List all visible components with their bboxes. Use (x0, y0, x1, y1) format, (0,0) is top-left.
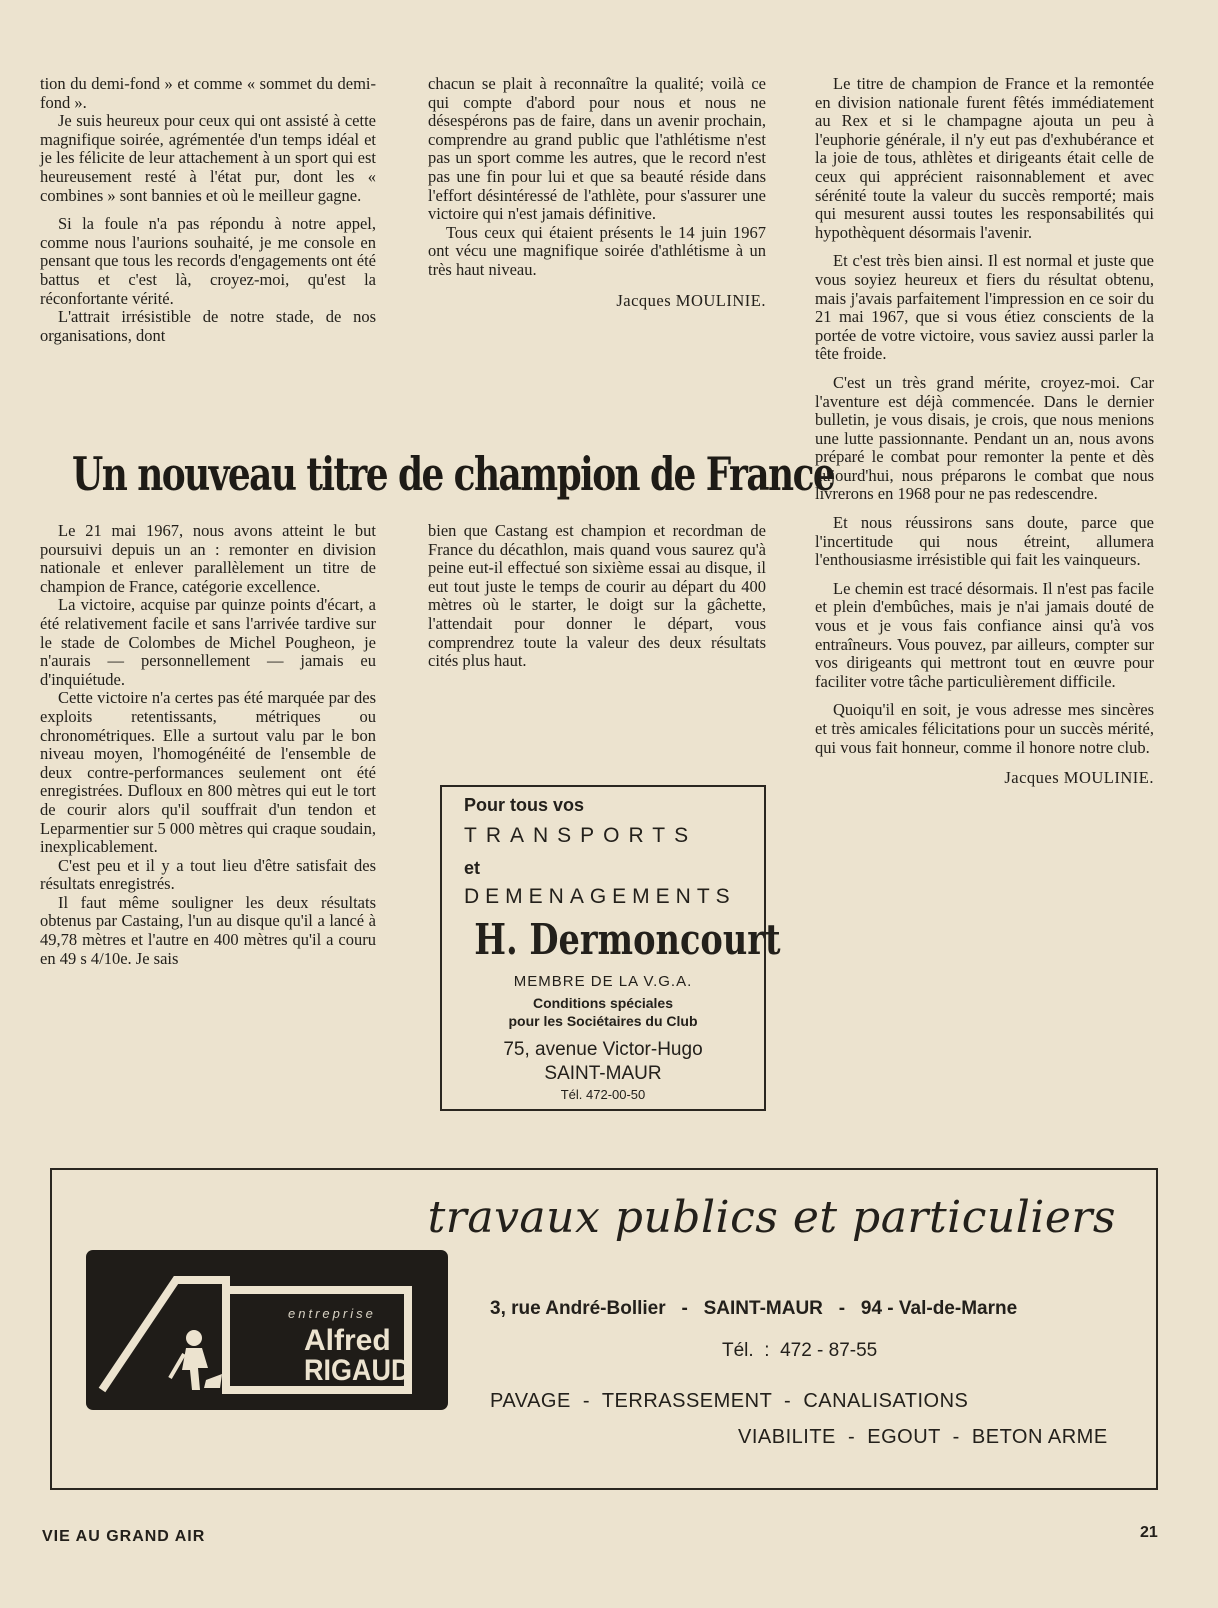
paragraph: Si la foule n'a pas répondu à notre appel, comme nous l'aurions souhaité, je me console en pensant que tous les records d'engagements ont été battus et c'est là, croyez-moi, qu'est la réconfortante vérité. (40, 214, 376, 308)
paragraph: chacun se plait à reconnaître la qualité; voilà ce qui compte d'abord pour nous et nous ne désespérons pas de faire, dans un avenir prochain, comprendre au grand public que l'athlétisme n'est pas un sport comme les autres, que le record n'est pas une fin pour lui et que sa beauté réside dans l'effort désintéressé de l'athlète, pour s'assurer une victoire qui n'est jamais définitive. (428, 74, 766, 224)
ad-city: SAINT-MAUR (544, 1063, 662, 1084)
paragraph: Le titre de champion de France et la remontée en division nationale furent fêtés immédiatement au Rex et si le champagne ajouta un peu à l'euphorie générale, il n'y eut pas d'exhubérance et la joie de tous, athlètes et dirigeants était celle de ceux qui apprécient raisonnablement et avec sérénité toute la valeur du succès remporté; mais qui mesurent aussi toutes les responsabilités qui hypothèquent désormais l'avenir. (815, 74, 1154, 242)
article2-column-1 (40, 522, 376, 968)
ad-conditions: Conditions spéciales (532, 995, 674, 1011)
paragraph: Le 21 mai 1967, nous avons atteint le but poursuivi depuis un an : remonter en division nationale et enlever parallèlement un titre de champion de France, catégorie excellence. (40, 521, 376, 596)
rigaud-logo (86, 1250, 448, 1410)
logo-first-name: Alfred (304, 1324, 391, 1357)
rigaud-advertisement (50, 1168, 1158, 1490)
ad-intro: Pour tous vos (464, 795, 585, 815)
paragraph: bien que Castang est champion et recordman de France du décathlon, mais quand vous saurez qu'à peine eut-il effectué son sixième essai au disque, il eut tout juste le temps de courir au départ du 400 mètres où le starter, le doigt sur la gâchette, l'attendait pour donner le départ, vous comprendrez toute la valeur des deux résultats cités plus haut. (428, 521, 766, 671)
ad-conditions-club: pour les Sociétaires du Club (508, 1013, 698, 1029)
article1-column-1 (40, 75, 376, 345)
article2-column-3 (815, 75, 1154, 788)
ad-company-name: H. Dermoncourt (474, 915, 781, 964)
article2-signature: Jacques MOULINIE. (1004, 768, 1154, 788)
logo-last-name: RIGAUD (304, 1354, 411, 1387)
paragraph: Tous ceux qui étaient présents le 14 juin 1967 ont vécu une magnifique soirée d'athlétisme à un très haut niveau. (428, 222, 766, 279)
paragraph: Quoiqu'il en soit, je vous adresse mes sincères et très amicales félicitations pour un succès mérité, qui vous fait honneur, comme il honore notre club. (815, 700, 1154, 757)
ad-services-2: VIABILITE - EGOUT - BETON ARME (738, 1426, 1108, 1448)
paragraph: tion du demi-fond » et comme « sommet du demi-fond ». (40, 74, 376, 112)
paragraph: Cette victoire n'a certes pas été marquée par des exploits retentissants, métriques ou chronométriques. Elle a surtout valu par le bon niveau moyen, l'homogénéité de l'ensemble de deux contre-performances seulement ont été enregistrées. Dufloux en 800 mètres qui eut le tort de courir alors qu'il souffrait d'un tendon et Leparmentier sur 5 000 mètres qui craque soudain, inexplicablement. (40, 688, 376, 857)
paragraph: Et nous réussirons sans doute, parce que l'incertitude qui nous étreint, allumera l'enthousiasme irrésistible qui fait les vainqueurs. (815, 513, 1154, 570)
ad-and: et (464, 858, 481, 878)
article1-column-2 (428, 75, 766, 310)
ad-telephone: Tél. : 472 - 87-55 (722, 1340, 878, 1361)
ad-address: 3, rue André-Bollier - SAINT-MAUR - 94 - Val-de-Marne (490, 1298, 1018, 1319)
article1-signature: Jacques MOULINIE. (616, 290, 766, 310)
ad-membership: MEMBRE DE LA V.G.A. (513, 973, 693, 990)
paragraph: La victoire, acquise par quinze points d'écart, a été relativement facile et sans l'arrivée tardive sur le stade de Colombes de Michel Pougheon, je n'aurais — personnellement — jamais eu d'inquiétude. (40, 595, 376, 689)
ad-address: 75, avenue Victor-Hugo (503, 1039, 703, 1060)
logo-entreprise: entreprise (288, 1306, 376, 1321)
paragraph: Je suis heureux pour ceux qui ont assisté à cette magnifique soirée, agrémentée d'un temps idéal et je les félicite de leur attachement à un sport qui est heureusement resté à l'état pur, dont les « combines » sont bannies et où le meilleur gagne. (40, 111, 376, 205)
ad-slogan: travaux publics et particuliers (427, 1192, 1116, 1243)
ad-demenagements: DEMENAGEMENTS (464, 885, 736, 908)
ad-services-1: PAVAGE - TERRASSEMENT - CANALISATIONS (490, 1390, 969, 1412)
paragraph: Le chemin est tracé désormais. Il n'est pas facile et plein d'embûches, mais je n'ai jamais douté de vous et je vous fais confiance ainsi qu'à vos entraîneurs. Vous pouvez, par ailleurs, compter sur vos dirigeants qui mettront tout en œuvre pour faciliter votre tâche particulièrement difficile. (815, 578, 1154, 691)
paragraph: L'attrait irrésistible de notre stade, de nos organisations, dont (40, 307, 376, 345)
paragraph: Il faut même souligner les deux résultats obtenus par Castaing, l'un au disque qu'il a lancé à 49,78 mètres et l'autre en 400 mètres qu'il a couru en 49 s 4/10e. Je sais (40, 892, 376, 968)
page-number: 21 (1140, 1524, 1158, 1541)
ad-telephone: Tél. 472-00-50 (560, 1087, 646, 1102)
paragraph: Et c'est très bien ainsi. Il est normal et juste que vous soyiez heureux et fiers du résultat obtenu, mais j'avais parfaitement l'impression en ce soir du 21 mai 1967, que si vous étiez conscients de la portée de votre victoire, vous saviez aussi parler la tête froide. (815, 251, 1154, 364)
paragraph: C'est peu et il y a tout lieu d'être satisfait des résultats enregistrés. (40, 855, 376, 894)
dermoncourt-advertisement (440, 785, 781, 1111)
article2-column-2 (428, 522, 766, 671)
paragraph: C'est un très grand mérite, croyez-moi. Car l'aventure est déjà commencée. Dans le dernier bulletin, je vous disais, je crois, que nous menions une lutte passionnante. Pendant un an, nous avons préparé le combat pour remonter la pente et dès aujourd'hui, nous préparons le combat que nous livrerons en 1968 pour ne pas redescendre. (815, 372, 1154, 504)
ad-transports: TRANSPORTS (464, 824, 698, 847)
publication-title: VIE AU GRAND AIR (42, 1528, 206, 1545)
article2-headline: Un nouveau titre de champion de France (72, 447, 835, 501)
